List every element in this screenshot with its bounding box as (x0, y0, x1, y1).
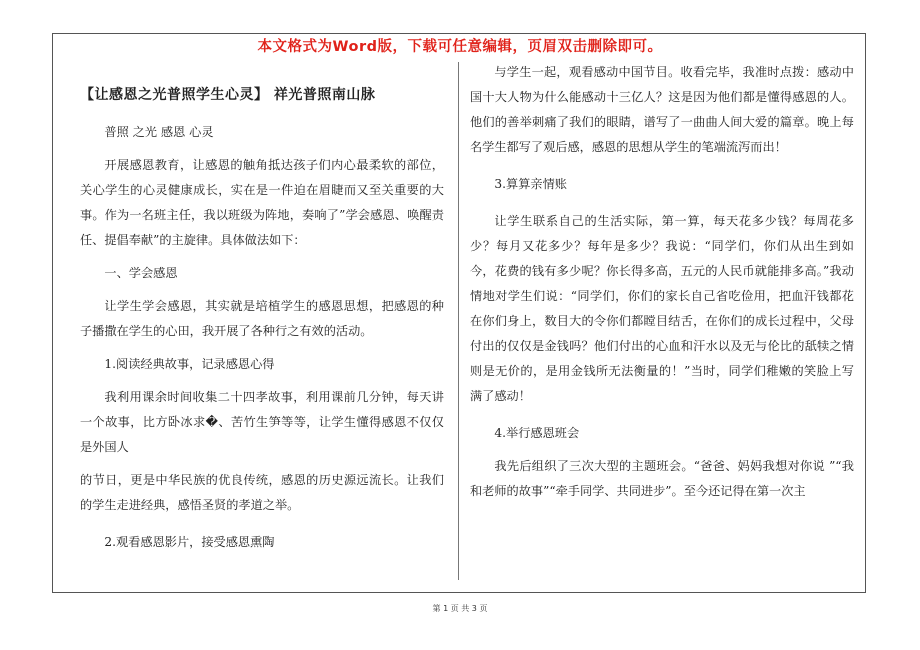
column-divider (458, 62, 459, 580)
subheading-4: 4.举行感恩班会 (494, 426, 580, 440)
header-banner: 本文格式为Word版，下载可任意编辑，页眉双击删除即可。 (257, 39, 663, 55)
paragraph: 与学生一起，观看感动中国节目。收看完毕，我准时点拨：感动中国十大人物为什么能感动十三亿人？这是因为他们都是懂得感恩的人。他们的善举刺痛了我们的眼睛，谱写了一曲曲人间大爱的篇章。晚上每名学生都写了观后感，感恩的思想从学生的笔端流泻而出！ (470, 65, 854, 154)
intro-paragraph: 开展感恩教育，让感恩的触角抵达孩子们内心最柔软的部位，关心学生的心灵健康成长，实在是一件迫在眉睫而又至关重要的大事。作为一名班主任，我以班级为阵地，奏响了”学会感恩、唤醒责任、提倡奉献”的主旋律。具体做法如下： (80, 158, 444, 247)
article-title: 【让感恩之光普照学生心灵】 祥光普照南山脉 (80, 87, 376, 103)
paragraph: 我先后组织了三次大型的主题班会。“爸爸、妈妈我想对你说 ”“我和老师的故事”“牵手同学、共同进步”。至今还记得在第一次主 (470, 459, 854, 498)
paragraph: 让学生学会感恩，其实就是培植学生的感恩思想，把感恩的种子播撒在学生的心田，我开展了各种行之有效的活动。 (80, 299, 444, 338)
paragraph: 让学生联系自己的生活实际，第一算，每天花多少钱？每周花多少？每月又花多少？每年是多少？我说：“同学们，你们从出生到如今，花费的钱有多少呢？你长得多高，五元的人民币就能排多高。”我动情地对学生们说：“同学们，你们的家长自己省吃俭用，把血汗钱都花在你们身上，数目大的令你们都瞠目结舌，在你们的成长过程中，父母付出的仅仅是金钱吗？他们付出的心血和汗水以及无与伦比的舐犊之情则是无价的，是用金钱所无法衡量的！”当时，同学们稚嫩的笑脸上写满了感动！ (470, 214, 854, 403)
section-heading-1: 一、学会感恩 (104, 266, 178, 280)
subheading-3: 3.算算亲情账 (494, 177, 567, 191)
subheading-1: 1.阅读经典故事，记录感恩心得 (104, 357, 275, 371)
paragraph-continued: 的节日，更是中华民族的优良传统，感恩的历史源远流长。让我们的学生走进经典，感悟圣贤的孝道之举。 (80, 473, 444, 512)
subheading-2: 2.观看感恩影片，接受感恩熏陶 (104, 535, 275, 549)
keywords: 普照 之光 感恩 心灵 (104, 125, 214, 139)
left-column (80, 60, 444, 555)
right-column (470, 60, 854, 504)
page-number: 第 1 页 共 3 页 (432, 604, 488, 613)
paragraph: 我利用课余时间收集二十四孝故事，利用课前几分钟，每天讲一个故事，比方卧冰求�、苦竹生笋等等，让学生懂得感恩不仅仅是外国人 (80, 390, 444, 454)
